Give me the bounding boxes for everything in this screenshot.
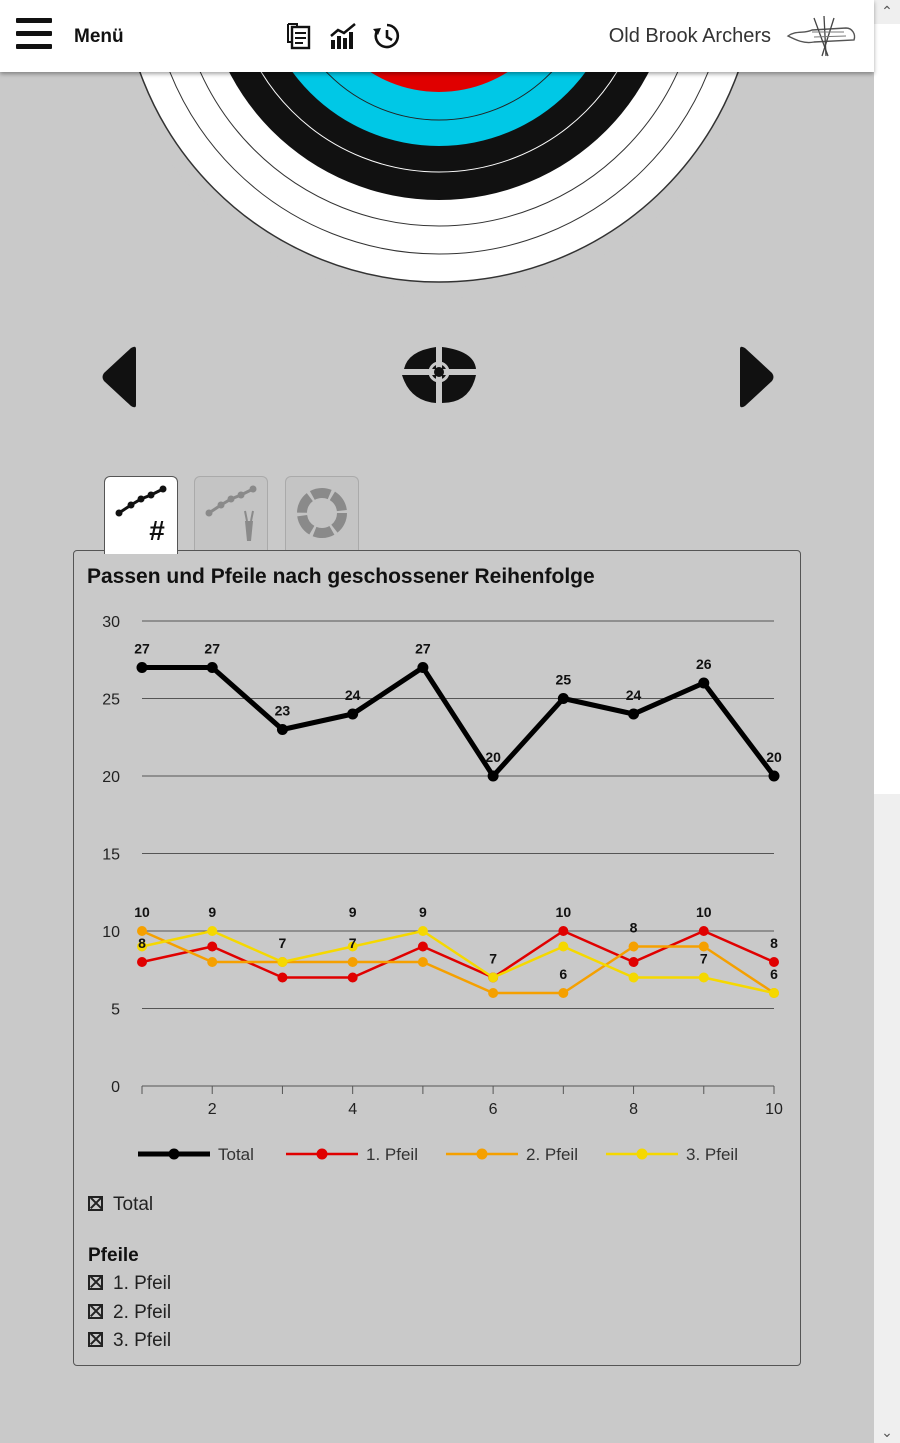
data-point <box>418 942 428 952</box>
data-point <box>277 724 288 735</box>
checkbox-checked-icon[interactable] <box>88 1304 103 1319</box>
data-point <box>417 662 428 673</box>
data-point <box>418 926 428 936</box>
checkbox-arrow-3-label: 3. Pfeil <box>113 1330 172 1351</box>
data-label: 26 <box>695 656 712 672</box>
data-label: 6 <box>559 966 568 982</box>
arrow-right-icon[interactable] <box>734 345 778 409</box>
line-chart-hash-icon <box>105 477 177 549</box>
data-label: 10 <box>695 904 712 920</box>
data-point <box>629 973 639 983</box>
data-label: 8 <box>629 919 638 936</box>
data-label: 8 <box>770 935 778 951</box>
data-point <box>699 973 709 983</box>
data-point <box>348 957 358 967</box>
tab-ends-chart[interactable] <box>104 476 178 554</box>
data-point <box>558 942 568 952</box>
data-point <box>769 771 780 782</box>
data-point <box>277 957 287 967</box>
legend-swatch-dot <box>477 1149 488 1160</box>
data-label: 27 <box>204 640 221 657</box>
checkbox-checked-icon[interactable] <box>88 1196 103 1211</box>
hamburger-menu-icon[interactable] <box>16 18 52 54</box>
data-point <box>628 709 639 720</box>
legend-swatch-dot <box>169 1149 180 1160</box>
checkbox-arrow-1-label: 1. Pfeil <box>113 1273 172 1294</box>
data-label: 9 <box>348 904 357 920</box>
tab-donut-chart[interactable] <box>285 476 359 550</box>
scrollbar[interactable] <box>874 0 900 1443</box>
y-tick-label: 25 <box>102 691 120 709</box>
panel-title: Passen und Pfeile nach geschossener Reihenfolge <box>87 565 595 588</box>
data-point <box>698 678 709 689</box>
data-label: 9 <box>208 904 217 920</box>
menu-label[interactable]: Menü <box>74 26 124 47</box>
data-label: 24 <box>344 687 361 703</box>
scorecard-icon[interactable] <box>283 20 315 52</box>
y-tick-label: 20 <box>102 769 120 786</box>
data-point <box>277 973 287 983</box>
legend-swatch-dot <box>637 1149 648 1160</box>
club-logo-icon <box>784 10 860 62</box>
data-label: 7 <box>348 935 357 951</box>
checkbox-arrow-2[interactable] <box>88 1301 171 1325</box>
svg-text:#: # <box>149 515 165 546</box>
y-tick-label: 10 <box>102 924 120 941</box>
x-tick-label: 6 <box>488 1101 498 1118</box>
data-label: 7 <box>278 935 287 951</box>
y-tick-label: 5 <box>111 1001 120 1019</box>
checkbox-checked-icon[interactable] <box>88 1332 103 1347</box>
data-label: 20 <box>485 749 501 765</box>
data-point <box>418 957 428 967</box>
x-tick-label: 4 <box>348 1101 358 1118</box>
data-label: 10 <box>134 904 150 920</box>
club-name: Old Brook Archers <box>608 25 771 47</box>
data-point <box>207 957 217 967</box>
data-point <box>558 926 568 936</box>
legend-swatch-dot <box>317 1149 328 1160</box>
x-tick-label: 8 <box>629 1101 639 1118</box>
data-point <box>769 988 779 998</box>
scroll-down-icon[interactable]: ⌄ <box>881 1424 893 1440</box>
data-point <box>347 709 358 720</box>
data-point <box>558 988 568 998</box>
tab-arrows-chart[interactable] <box>194 476 268 550</box>
data-point <box>488 988 498 998</box>
data-point <box>348 973 358 983</box>
data-label: 27 <box>415 640 431 657</box>
data-point <box>699 926 709 936</box>
chart-panel <box>73 550 801 1366</box>
legend-label: 3. Pfeil <box>686 1145 738 1164</box>
arrows-section-label: Pfeile <box>88 1245 139 1266</box>
data-point <box>558 693 569 704</box>
data-point <box>207 926 217 936</box>
data-point <box>207 662 218 673</box>
data-label: 7 <box>489 950 498 967</box>
y-tick-label: 15 <box>102 846 120 864</box>
app-header <box>0 0 874 72</box>
data-label: 25 <box>555 671 572 688</box>
line-chart <box>74 606 800 1176</box>
data-label: 23 <box>274 702 291 719</box>
target-sight-icon[interactable] <box>398 345 480 407</box>
legend-label: 2. Pfeil <box>526 1145 578 1164</box>
donut-chart-icon <box>286 477 358 549</box>
x-tick-label: 2 <box>207 1101 217 1118</box>
data-point <box>488 973 498 983</box>
scroll-thumb[interactable] <box>874 24 900 794</box>
legend-label: Total <box>218 1145 254 1164</box>
legend-label: 1. Pfeil <box>366 1145 418 1164</box>
checkbox-total[interactable] <box>88 1193 153 1217</box>
data-point <box>137 957 147 967</box>
data-point <box>488 771 499 782</box>
data-label: 7 <box>699 950 708 967</box>
statistics-icon[interactable] <box>327 20 359 52</box>
data-point <box>137 662 148 673</box>
y-tick-label: 30 <box>102 614 120 631</box>
target-face[interactable] <box>0 72 874 312</box>
data-label: 9 <box>418 904 427 920</box>
series-line-total <box>142 668 774 777</box>
data-label: 20 <box>766 749 782 765</box>
x-tick-label: 10 <box>765 1101 783 1118</box>
checkbox-arrow-3[interactable] <box>88 1329 171 1353</box>
data-label: 27 <box>134 640 150 657</box>
data-point <box>629 957 639 967</box>
checkbox-total-label: Total <box>113 1194 154 1215</box>
arrow-left-icon[interactable] <box>98 345 142 409</box>
data-point <box>629 942 639 952</box>
line-chart-quiver-icon <box>195 477 267 549</box>
data-point <box>207 942 217 952</box>
checkbox-arrow-2-label: 2. Pfeil <box>113 1302 172 1323</box>
data-label: 6 <box>770 966 778 982</box>
scroll-up-icon[interactable]: ⌃ <box>881 3 893 19</box>
y-tick-label: 0 <box>111 1079 120 1096</box>
history-icon[interactable] <box>371 20 403 52</box>
data-label: 24 <box>625 687 642 703</box>
checkbox-checked-icon[interactable] <box>88 1275 103 1290</box>
data-label: 10 <box>555 904 572 920</box>
data-label: 8 <box>138 935 146 951</box>
checkbox-arrow-1[interactable] <box>88 1272 171 1296</box>
